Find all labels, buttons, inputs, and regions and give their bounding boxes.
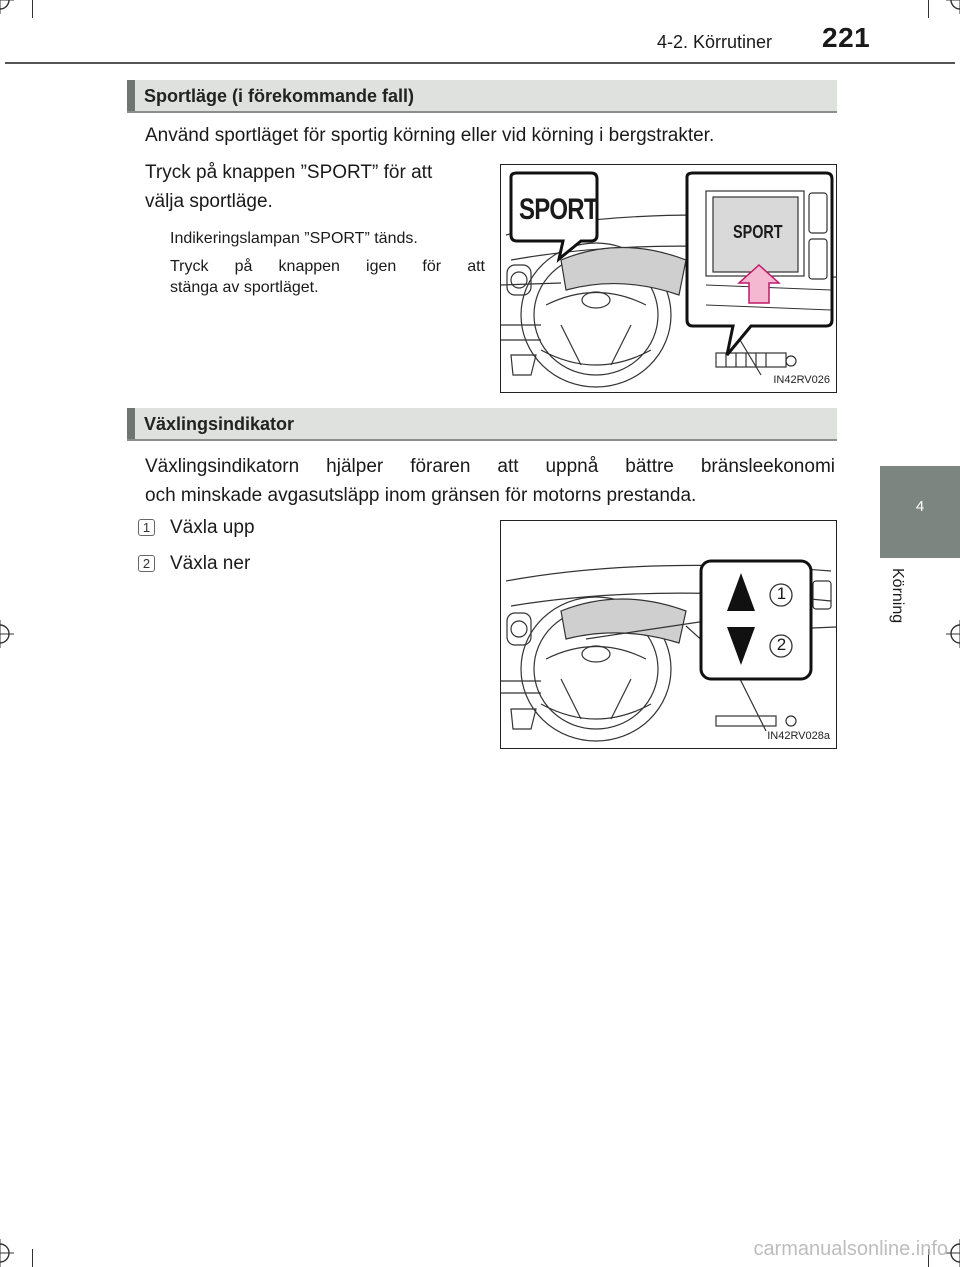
crop-mark bbox=[32, 1249, 33, 1267]
crop-mark bbox=[32, 0, 33, 18]
registration-mark-bottom-left bbox=[0, 1239, 14, 1267]
sport-callout-label: SPORT bbox=[519, 193, 598, 226]
sport-instruction-line2: välja sportläge. bbox=[145, 191, 273, 212]
chapter-title: 4-2. Körrutiner bbox=[656, 32, 772, 52]
section-header-bar bbox=[127, 80, 135, 111]
chapter-tab-label bbox=[882, 568, 912, 688]
shift-figure-code: IN42RV028a bbox=[767, 730, 830, 742]
list-item-shift-up: Växla upp bbox=[170, 517, 255, 538]
sport-button-label[interactable]: SPORT bbox=[733, 222, 783, 242]
list-item-shift-down: Växla ner bbox=[170, 553, 251, 574]
registration-mark-bottom-right bbox=[946, 1239, 960, 1267]
section-title-sport: Sportläge (i förekommande fall) bbox=[144, 86, 415, 106]
watermark: carmanualsonline.info bbox=[753, 1238, 948, 1260]
sport-note-off-line2: stänga av sportläget. bbox=[170, 279, 319, 296]
sport-instruction-line1: Tryck på knappen ”SPORT” för att bbox=[145, 162, 433, 183]
page-number: 221 bbox=[822, 22, 871, 53]
list-item-number: 2 bbox=[138, 555, 155, 572]
crop-mark bbox=[928, 0, 929, 18]
section-title-shift: Växlingsindikator bbox=[144, 414, 295, 434]
sport-intro: Använd sportläget för sportig körning eller vid körning i bergstrakter. bbox=[145, 125, 715, 146]
section-header-shift bbox=[127, 408, 837, 441]
sport-button-figure bbox=[500, 164, 837, 393]
section-header-bar bbox=[127, 408, 135, 439]
registration-mark-mid-left bbox=[0, 620, 14, 648]
shift-up-label: 1 bbox=[776, 584, 787, 603]
shift-indicator-figure bbox=[500, 520, 837, 749]
chapter-tab-number: 4 bbox=[915, 498, 925, 515]
sport-note-indicator: Indikeringslampan ”SPORT” tänds. bbox=[170, 230, 418, 247]
shift-paragraph-line1: Växlingsindikatorn hjälper föraren att uppnå bättre bränsleekonomi bbox=[145, 456, 835, 477]
shift-paragraph-line2: och minskade avgasutsläpp inom gränsen för motorns prestanda. bbox=[145, 485, 697, 506]
registration-mark-mid-right bbox=[946, 620, 960, 648]
registration-mark-top-left bbox=[0, 0, 14, 14]
sport-figure-code: IN42RV026 bbox=[773, 374, 830, 386]
shift-down-label: 2 bbox=[776, 635, 787, 654]
list-item-number: 1 bbox=[138, 519, 155, 536]
header-divider bbox=[5, 62, 955, 64]
sport-note-off-line1: Tryck på knappen igen för att bbox=[170, 258, 485, 275]
chapter-tab-label-text: Körning bbox=[889, 568, 906, 624]
section-header-sport bbox=[127, 80, 837, 113]
registration-mark-top-right bbox=[946, 0, 960, 14]
